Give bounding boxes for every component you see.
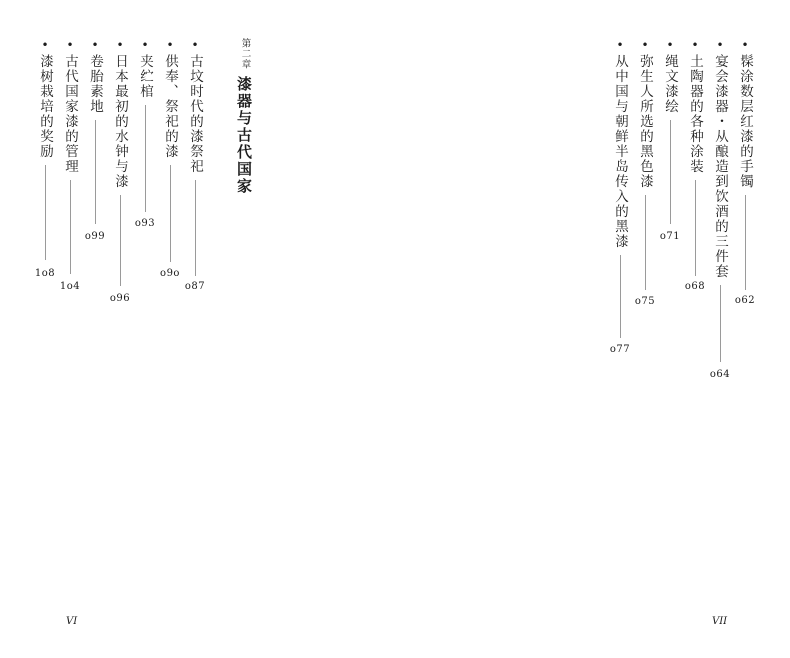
bullet-icon: • <box>41 38 49 52</box>
entry-page-number[interactable]: o71 <box>659 231 681 242</box>
toc-entry[interactable] <box>84 40 106 224</box>
toc-entry[interactable] <box>609 40 631 338</box>
leader-line <box>170 165 171 262</box>
entry-title[interactable]: 从中国与朝鲜半岛传入的黑漆 <box>612 54 628 249</box>
leader-line <box>145 105 146 212</box>
leader-line <box>620 255 621 338</box>
toc-entry[interactable] <box>684 40 706 276</box>
bullet-icon: • <box>116 38 124 52</box>
leader-line <box>645 195 646 290</box>
bullet-icon: • <box>191 38 199 52</box>
leader-line <box>70 180 71 274</box>
bullet-icon: • <box>166 38 174 52</box>
bullet-icon: • <box>716 38 724 52</box>
bullet-icon: • <box>616 38 624 52</box>
entry-title[interactable]: 漆树栽培的奖励 <box>37 54 53 159</box>
entry-page-number[interactable]: o96 <box>109 293 131 304</box>
entry-page-number[interactable]: o93 <box>134 218 156 229</box>
toc-entry[interactable] <box>634 40 656 290</box>
chapter-heading <box>234 38 255 195</box>
page-folio-left: VI <box>66 616 78 627</box>
entry-page-number[interactable]: 1o4 <box>59 281 81 292</box>
entry-page-number[interactable]: o68 <box>684 281 706 292</box>
leader-line <box>120 195 121 286</box>
entry-title[interactable]: 绳文漆绘 <box>662 54 678 114</box>
bullet-icon: • <box>641 38 649 52</box>
entry-page-number[interactable]: o9o <box>160 268 180 279</box>
toc-entry[interactable] <box>109 40 131 286</box>
page-folio-right: VII <box>712 616 728 627</box>
leader-line <box>695 180 696 276</box>
bullet-icon: • <box>691 38 699 52</box>
bullet-icon: • <box>91 38 99 52</box>
toc-entry[interactable] <box>709 40 731 362</box>
entry-page-number[interactable]: o77 <box>609 344 631 355</box>
toc-entry[interactable] <box>34 40 56 260</box>
chapter-title: 漆器与古代国家 <box>235 75 253 195</box>
toc-entry[interactable] <box>734 40 756 290</box>
entry-title[interactable]: 卷胎素地 <box>87 54 103 114</box>
leader-line <box>95 120 96 224</box>
entry-title[interactable]: 日本最初的水钟与漆 <box>112 54 128 189</box>
entry-page-number[interactable]: o62 <box>734 295 756 306</box>
leader-line <box>45 165 46 260</box>
toc-entry[interactable] <box>59 40 81 274</box>
leader-line <box>195 180 196 276</box>
entry-page-number[interactable]: 1o8 <box>34 268 56 279</box>
entry-title[interactable]: 髹涂数层红漆的手镯 <box>737 54 753 189</box>
bullet-icon: • <box>141 38 149 52</box>
entry-page-number[interactable]: o64 <box>709 369 731 380</box>
entry-title[interactable]: 宴会漆器・从酿造到饮酒的三件套 <box>712 54 728 279</box>
toc-entry[interactable] <box>659 40 681 224</box>
bullet-icon: • <box>666 38 674 52</box>
leader-line <box>720 285 721 362</box>
leader-line <box>745 195 746 290</box>
entry-title[interactable]: 古代国家漆的管理 <box>62 54 78 174</box>
bullet-icon: • <box>66 38 74 52</box>
entry-page-number[interactable]: o87 <box>184 281 206 292</box>
entry-page-number[interactable]: o99 <box>84 231 106 242</box>
entry-title[interactable]: 夹纻棺 <box>137 54 153 99</box>
toc-entry[interactable] <box>159 40 181 262</box>
entry-title[interactable]: 古坟时代的漆祭祀 <box>187 54 203 174</box>
bullet-icon: • <box>741 38 749 52</box>
entry-title[interactable]: 土陶器的各种涂装 <box>687 54 703 174</box>
leader-line <box>670 120 671 224</box>
entry-title[interactable]: 供奉、祭祀的漆 <box>162 54 178 159</box>
chapter-label: 第二章 <box>239 38 251 70</box>
toc-entry[interactable] <box>184 40 206 276</box>
entry-title[interactable]: 弥生人所选的黑色漆 <box>637 54 653 189</box>
toc-entry[interactable] <box>134 40 156 212</box>
entry-page-number[interactable]: o75 <box>634 296 656 307</box>
